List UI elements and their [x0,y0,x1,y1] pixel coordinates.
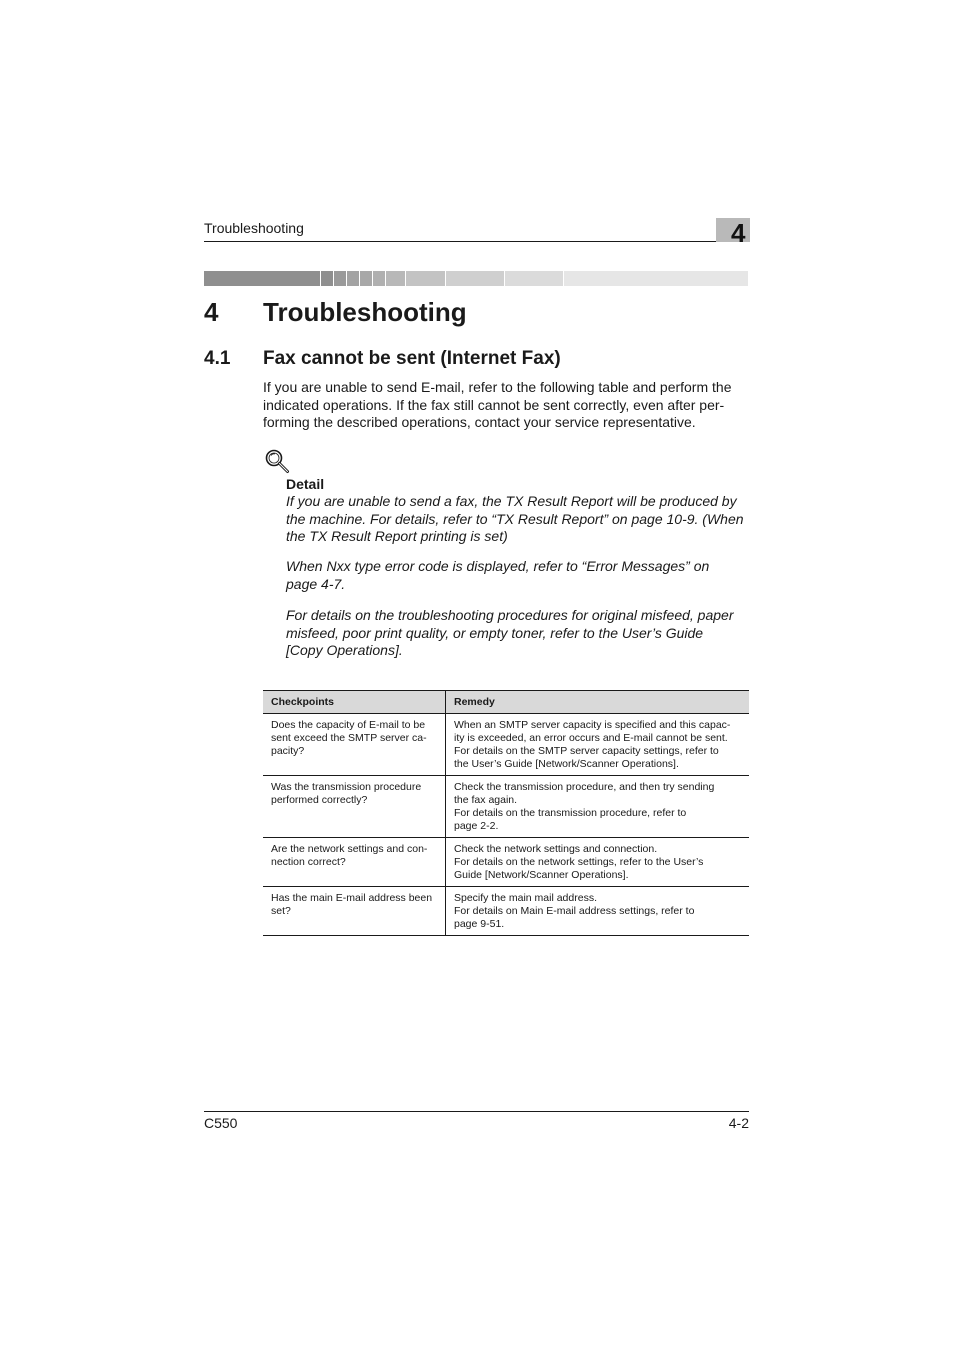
checkpoint-cell [263,838,446,887]
cell-line: Does the capacity of E-mail to be [271,719,426,731]
cell-line: For details on Main E-mail address settings, refer to [454,905,695,917]
cell-line: Has the main E-mail address been [271,892,433,904]
stripe-segment [505,271,564,286]
intro-line: If you are unable to send E-mail, refer to the following table and perform the [263,379,732,395]
cell-line: When an SMTP server capacity is specified and this capac- [454,719,731,731]
note-line: When Nxx type error code is displayed, refer to “Error Messages” on [286,558,710,574]
table-header-row [263,691,749,714]
cell-line: For details on the network settings, refer to the User’s [454,856,704,868]
intro-line: indicated operations. If the fax still cannot be sent correctly, even after per- [263,396,725,413]
cell-line: page 9-51. [454,918,505,930]
cell-line: performed correctly? [271,794,368,806]
cell-line: nection correct? [271,856,346,868]
checkpoints-table [263,690,749,936]
stripe-segment [347,271,360,286]
chapter-number: 4 [204,297,219,327]
cell-line: Check the network settings and connection. [454,843,658,855]
remedy-cell [446,776,750,838]
section-number: 4.1 [204,348,231,369]
note-line: [Copy Operations]. [286,642,403,658]
chapter-title: Troubleshooting [263,297,467,327]
table-row [263,776,749,838]
running-header-title: Troubleshooting [204,220,304,236]
detail-note [286,493,752,546]
cell-line: Specify the main mail address. [454,892,597,904]
cell-line: ity is exceeded, an error occurs and E-mail cannot be sent. [454,732,728,744]
checkpoint-cell [263,714,446,776]
cell-line: For details on the transmission procedure, refer to [454,807,687,819]
stripe-segment [406,271,446,286]
note-line: misfeed, poor print quality, or empty toner, refer to the User’s Guide [286,624,704,641]
note-line: the TX Result Report printing is set) [286,528,508,544]
table-row [263,887,749,936]
chapter-stripe [204,271,749,286]
cell-line: Guide [Network/Scanner Operations]. [454,869,629,881]
cell-line: Are the network settings and con- [271,843,428,855]
section-title: Fax cannot be sent (Internet Fax) [263,348,561,369]
remedy-cell [446,887,750,936]
intro-line: forming the described operations, contact your service representative. [263,414,696,430]
chapter-tab-number: 4 [731,218,746,248]
table-row [263,838,749,887]
footer-model: C550 [204,1115,238,1131]
checkpoint-cell [263,887,446,936]
magnifier-icon [264,448,290,474]
intro-paragraph [263,379,751,432]
column-header-checkpoints: Checkpoints [263,691,446,714]
stripe-segment [334,271,347,286]
detail-note [286,558,752,593]
remedy-cell [446,714,750,776]
cell-line: sent exceed the SMTP server ca- [271,732,427,744]
detail-label: Detail [286,476,325,492]
table-row [263,714,749,776]
note-line: the machine. For details, refer to “TX Result Report” on page 10-9. (When [286,510,744,527]
cell-line: Check the transmission procedure, and then try sending [454,781,715,793]
header-rule [204,241,749,242]
stripe-segment [446,271,505,286]
detail-note [286,607,752,660]
stripe-segment [373,271,386,286]
stripe-segment [321,271,334,286]
remedy-cell [446,838,750,887]
cell-line: page 2-2. [454,820,499,832]
note-line: For details on the troubleshooting procedures for original misfeed, paper [286,607,734,623]
footer-page-number: 4-2 [728,1115,749,1131]
column-header-remedy: Remedy [446,691,750,714]
stripe-segment [360,271,373,286]
cell-line: Was the transmission procedure [271,781,422,793]
note-line: page 4-7. [286,575,346,592]
cell-line: pacity? [271,745,305,757]
cell-line: the fax again. [454,794,518,806]
checkpoint-cell [263,776,446,838]
cell-line: set? [271,905,291,917]
footer-rule [204,1111,749,1112]
note-line: If you are unable to send a fax, the TX Result Report will be produced by [286,493,737,509]
stripe-segment [386,271,406,286]
stripe-segment [564,271,749,286]
cell-line: For details on the SMTP server capacity settings, refer to [454,745,719,757]
cell-line: the User’s Guide [Network/Scanner Operations]. [454,758,679,770]
stripe-segment [204,271,321,286]
